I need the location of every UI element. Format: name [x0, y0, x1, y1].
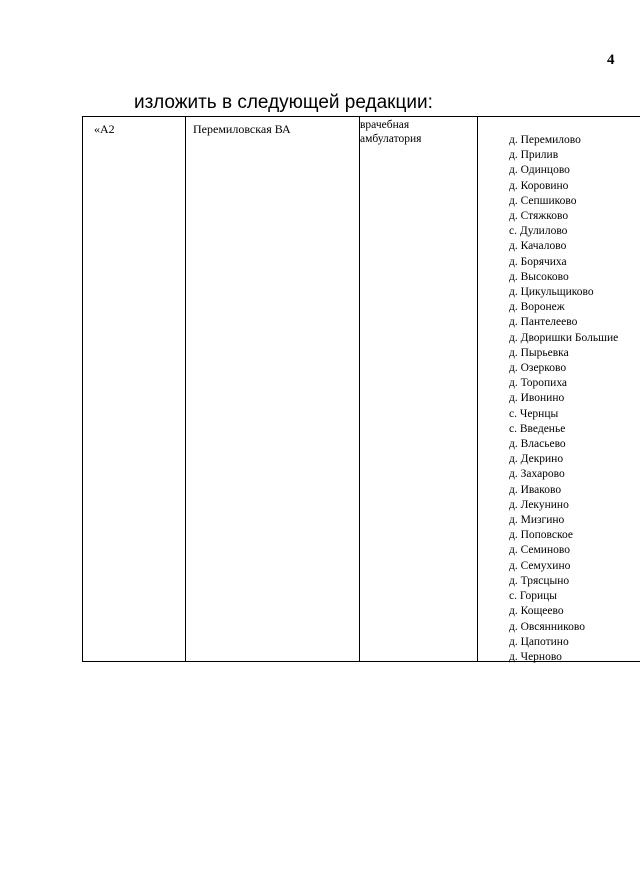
settlement-item: д. Борячиха: [509, 255, 567, 268]
cell-type: [360, 118, 421, 146]
settlement-item: д. Одинцово: [509, 164, 570, 177]
settlement-item: д. Лекунино: [509, 498, 569, 511]
column-divider-3: [477, 116, 478, 662]
settlement-item: д. Захарово: [509, 468, 565, 481]
settlement-item: д. Воронеж: [509, 301, 565, 314]
settlement-item: д. Семиново: [509, 544, 570, 557]
settlement-item: д. Прилив: [509, 149, 559, 162]
cell-name: Перемиловская ВА: [193, 122, 291, 136]
settlement-item: д. Перемилово: [509, 134, 581, 146]
settlement-item: д. Черново: [509, 650, 562, 663]
cell-type-line-1: врачебная: [360, 119, 410, 131]
table-top-border: [82, 116, 640, 117]
settlement-item: д. Цапотино: [509, 635, 569, 648]
settlement-item: д. Торопиха: [509, 377, 568, 390]
settlement-item: д. Мизгино: [509, 514, 565, 527]
settlement-item: д. Декрино: [509, 453, 564, 466]
column-divider-1: [185, 116, 186, 662]
settlement-item: с. Горицы: [509, 590, 558, 603]
settlement-item: с. Чернцы: [509, 407, 559, 420]
intro-text: изложить в следующей редакции:: [134, 92, 433, 113]
settlement-item: д. Власьево: [509, 438, 566, 451]
settlement-item: д. Высоково: [509, 270, 569, 283]
page-number: 4: [607, 52, 615, 68]
settlement-item: д. Овсянниково: [509, 620, 585, 633]
settlement-item: д. Трясцыно: [509, 574, 570, 587]
settlement-item: д. Пантелеево: [509, 316, 578, 329]
settlement-item: д. Сепшиково: [509, 194, 577, 207]
settlement-item: д. Иваково: [509, 483, 562, 496]
settlement-item: д. Дворишки Большие: [509, 331, 619, 344]
settlement-item: д. Стяжково: [509, 210, 569, 223]
settlement-item: с. Введенье: [509, 422, 566, 435]
settlement-item: д. Кощеево: [509, 605, 564, 618]
settlement-item: д. Семухино: [509, 559, 571, 572]
cell-type-line-2: амбулатория: [360, 133, 422, 145]
settlement-item: д. Качалово: [509, 240, 567, 253]
settlement-item: д. Ивонино: [509, 392, 565, 405]
table-left-border: [82, 116, 83, 662]
settlement-item: с. Дулилово: [509, 225, 568, 238]
settlement-item: д. Коровино: [509, 179, 569, 192]
cell-code: «А2: [94, 122, 115, 136]
settlement-item: д. Цикульщиково: [509, 286, 594, 299]
column-divider-2: [359, 116, 360, 662]
settlement-item: д. Поповское: [509, 529, 574, 542]
settlement-item: д. Пырьевка: [509, 346, 569, 359]
settlements-table: [82, 116, 640, 662]
settlement-list: [509, 133, 618, 665]
settlement-item: д. Озерково: [509, 362, 567, 375]
